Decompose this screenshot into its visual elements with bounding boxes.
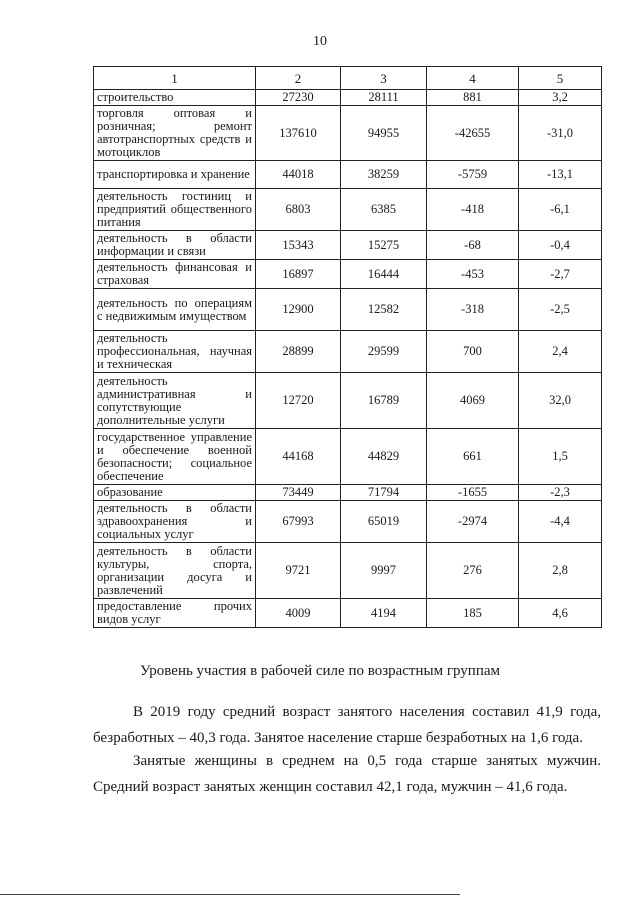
value-cell: 27230 [256,90,341,106]
value-cell: 16897 [256,260,341,289]
category-cell: транспортировка и хранение [94,161,256,189]
table-row [94,373,602,429]
value-cell: 276 [427,543,519,599]
value-cell: 67993 [256,501,341,543]
category-cell: деятельность гостиниц и предприятий общественного питания [94,189,256,231]
category-cell: строительство [94,90,256,106]
paragraph: В 2019 году средний возраст занятого населения составил 41,9 года, безработных – 40,3 года. Занятое население старше безработных на 1,6 года. [93,704,601,746]
category-cell: деятельность профессиональная, научная и техническая [94,331,256,373]
value-cell: 32,0 [519,373,602,429]
table-row [94,106,602,161]
value-cell: 9721 [256,543,341,599]
table-row [94,90,602,106]
value-cell: 28899 [256,331,341,373]
value-cell: 94955 [341,106,427,161]
value-cell: -68 [427,231,519,260]
value-cell: 44168 [256,429,341,485]
employment-table [93,66,602,628]
value-cell: -42655 [427,106,519,161]
value-cell: 65019 [341,501,427,543]
value-cell: 4069 [427,373,519,429]
value-cell: 185 [427,599,519,628]
value-cell: 16789 [341,373,427,429]
value-cell: 44829 [341,429,427,485]
page-number: 10 [313,34,327,49]
value-cell: 4194 [341,599,427,628]
section-title: Уровень участия в рабочей силе по возрастным группам [139,663,500,679]
value-cell: 2,4 [519,331,602,373]
table-row [94,501,602,543]
value-cell: -4,4 [519,501,602,543]
value-cell: -418 [427,189,519,231]
value-cell: 12720 [256,373,341,429]
value-cell: -5759 [427,161,519,189]
value-cell: 3,2 [519,90,602,106]
value-cell: 4,6 [519,599,602,628]
value-cell: 1,5 [519,429,602,485]
footer-rule [0,894,460,895]
value-cell: 16444 [341,260,427,289]
value-cell: -318 [427,289,519,331]
value-cell: -0,4 [519,231,602,260]
value-cell: -1655 [427,485,519,501]
table-row [94,161,602,189]
value-cell: 4009 [256,599,341,628]
table-row [94,543,602,599]
category-cell: образование [94,485,256,501]
value-cell: -6,1 [519,189,602,231]
value-cell: 15275 [341,231,427,260]
header-cell: 4 [427,67,519,90]
table-row [94,289,602,331]
category-cell: торговля оптовая и розничная; ремонт автотранспортных средств и мотоциклов [94,106,256,161]
value-cell: 9997 [341,543,427,599]
header-cell: 1 [94,67,256,90]
header-cell: 3 [341,67,427,90]
table-row [94,189,602,231]
value-cell: -31,0 [519,106,602,161]
value-cell: -2974 [427,501,519,543]
category-cell: деятельность в области здравоохранения и социальных услуг [94,501,256,543]
category-cell: государственное управление и обеспечение военной безопасности; социальное обеспечение [94,429,256,485]
value-cell: 73449 [256,485,341,501]
table-body [94,67,602,628]
category-cell: деятельность в области культуры, спорта, организации досуга и развлечений [94,543,256,599]
value-cell: 881 [427,90,519,106]
value-cell: 12582 [341,289,427,331]
value-cell: 71794 [341,485,427,501]
value-cell: -2,3 [519,485,602,501]
table-row [94,429,602,485]
category-cell: деятельность по операциям с недвижимым имуществом [94,289,256,331]
value-cell: 137610 [256,106,341,161]
table-header-row [94,67,602,90]
category-cell: предоставление прочих видов услуг [94,599,256,628]
header-cell: 2 [256,67,341,90]
value-cell: 6385 [341,189,427,231]
value-cell: 28111 [341,90,427,106]
value-cell: -2,5 [519,289,602,331]
value-cell: 15343 [256,231,341,260]
value-cell: 12900 [256,289,341,331]
table-row [94,599,602,628]
paragraph: Занятые женщины в среднем на 0,5 года старше занятых мужчин. Средний возраст занятых женщин составил 42,1 года, мужчин – 41,6 года. [93,753,601,795]
category-cell: деятельность финансовая и страховая [94,260,256,289]
value-cell: 29599 [341,331,427,373]
value-cell: 44018 [256,161,341,189]
header-cell: 5 [519,67,602,90]
value-cell: 6803 [256,189,341,231]
value-cell: 700 [427,331,519,373]
table-row [94,485,602,501]
value-cell: -453 [427,260,519,289]
category-cell: деятельность административная и сопутствующие дополнительные услуги [94,373,256,429]
value-cell: 38259 [341,161,427,189]
category-cell: деятельность в области информации и связи [94,231,256,260]
value-cell: -13,1 [519,161,602,189]
table-row [94,260,602,289]
value-cell: -2,7 [519,260,602,289]
value-cell: 661 [427,429,519,485]
value-cell: 2,8 [519,543,602,599]
table-row [94,331,602,373]
table-row [94,231,602,260]
